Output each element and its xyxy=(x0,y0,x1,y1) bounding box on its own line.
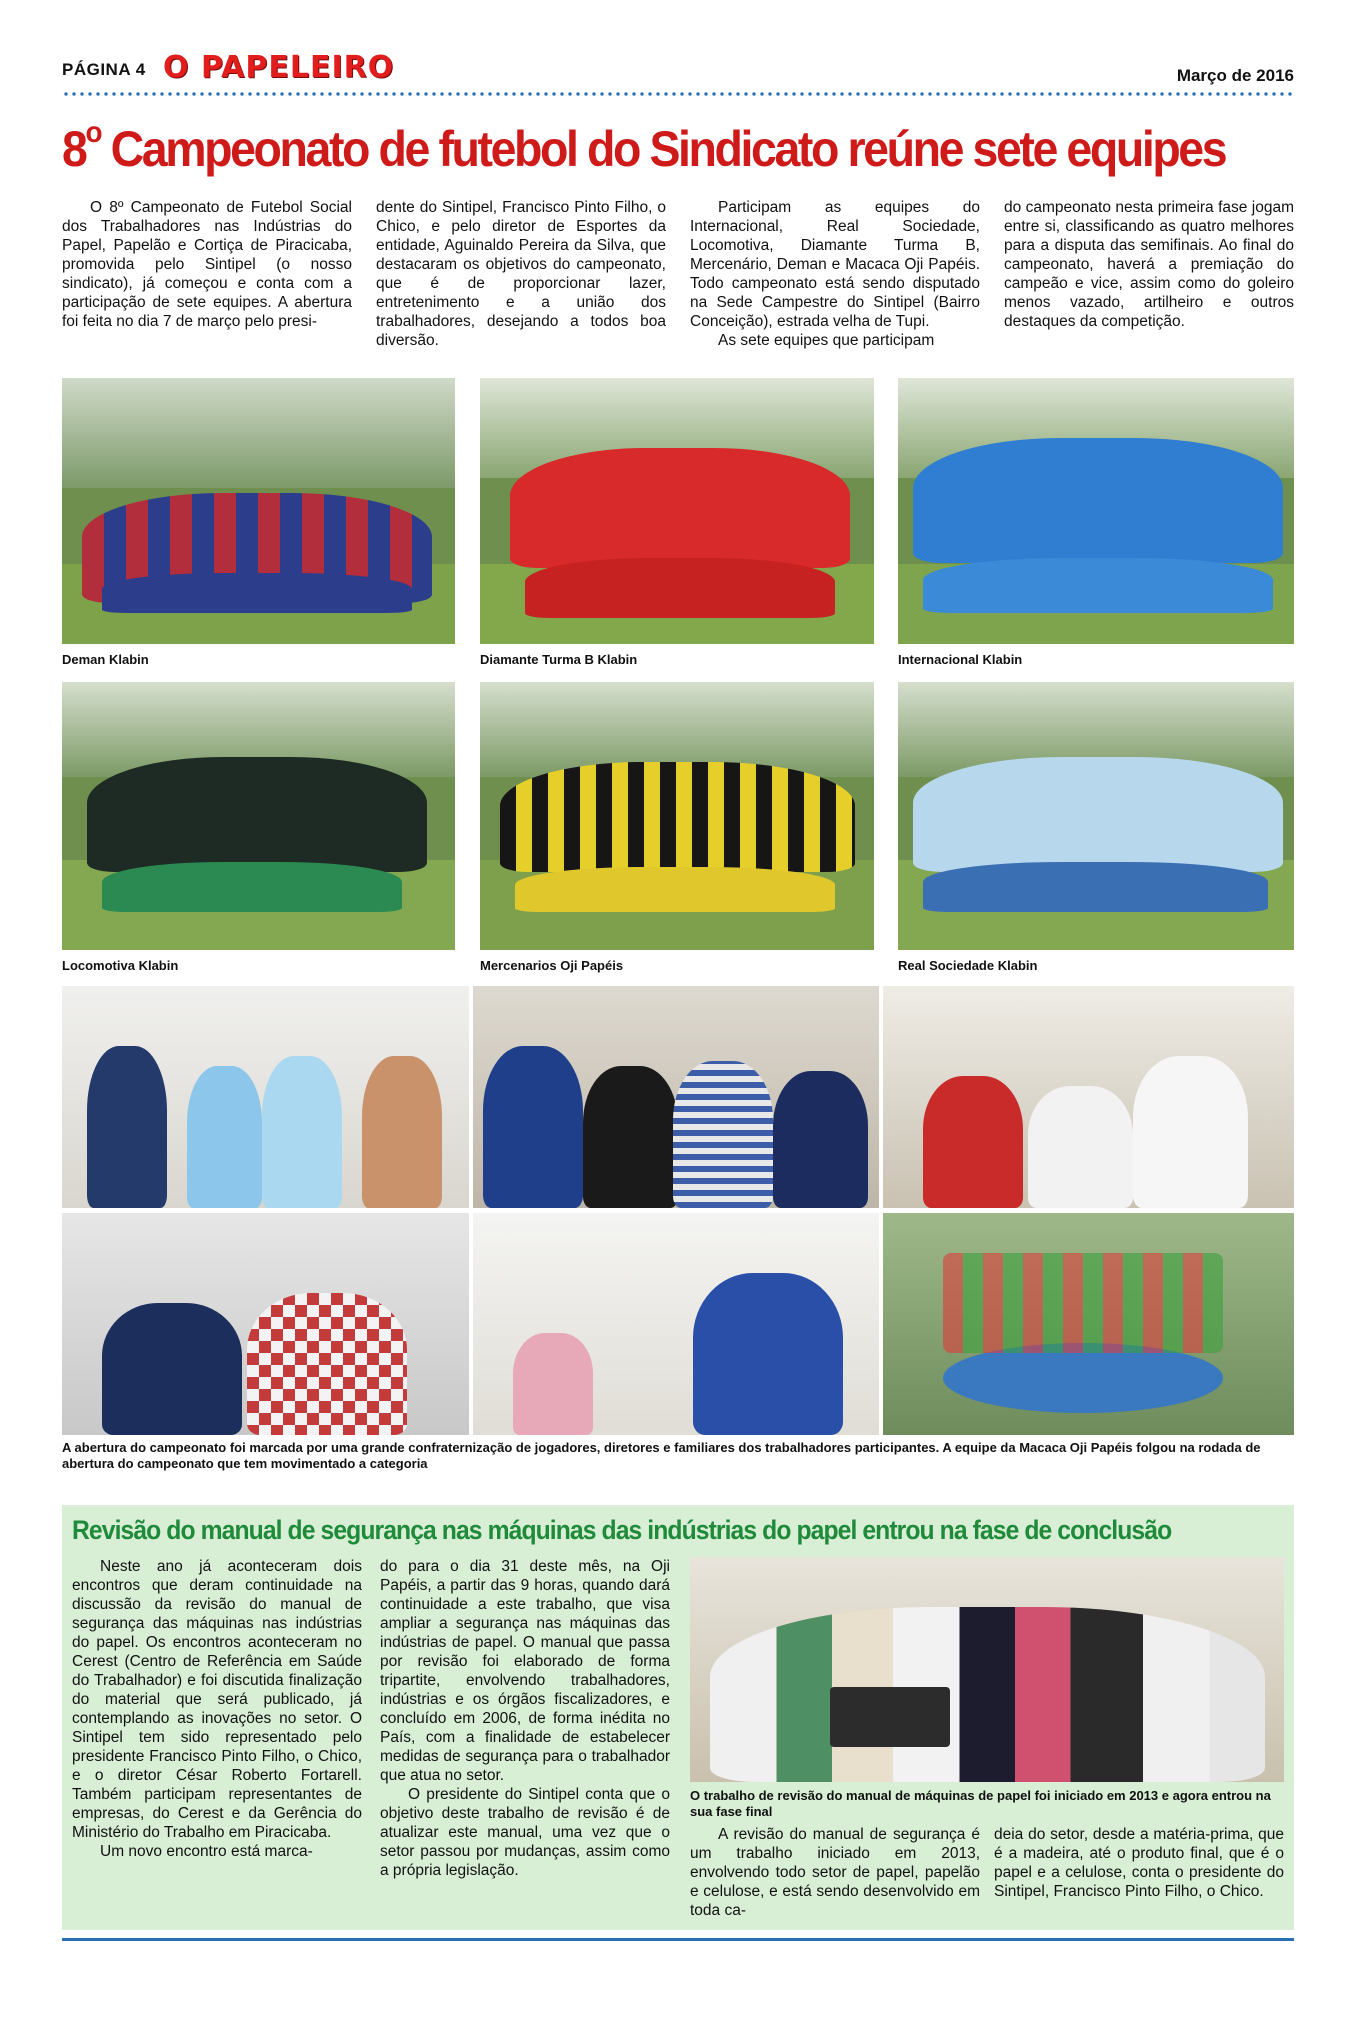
paragraph: Neste ano já aconteceram dois encontros que deram continuidade na discussão da revisão do manual de segurança das máquinas nas indústrias do papel. Os encontros aconteceram no Cerest (Centro de Referência em Saúde do Trabalhador) e foi discutida finalização do material que será publicado, já contemplando as inovações no setor. O Sintipel tem sido representado pelo presidente Francisco Pinto Filho, o Chico, e o diretor César Roberto Fortarell. Também participam representantes de empresas, do Cerest e da Gerência do Ministério do Trabalho em Piracicaba. xyxy=(72,1558,362,1841)
paragraph: deia do setor, desde a matéria-prima, que é a madeira, até o produto final, que é o papel e a celulose, conta o presidente do Sintipel, Francisco Pinto Filho, o Chico. xyxy=(994,1826,1284,1900)
article-2-col-4 xyxy=(994,1825,1284,1901)
footer-rule xyxy=(62,1938,1294,1941)
team-caption: Real Sociedade Klabin xyxy=(898,958,1038,973)
team-photo-internacional xyxy=(898,378,1294,644)
paragraph: O presidente do Sintipel conta que o objetivo deste trabalho de revisão é de atualizar este manual, uma vez que o setor passou por mudanças, assim como a própria legislação. xyxy=(380,1786,670,1879)
headline-number: 8 xyxy=(62,121,86,177)
article-1-col-1 xyxy=(62,198,352,331)
issue-date: Março de 2016 xyxy=(1176,66,1294,85)
page-label: PÁGINA 4 xyxy=(62,60,146,79)
meeting-group-photo xyxy=(690,1557,1284,1782)
team-caption: Mercenarios Oji Papéis xyxy=(480,958,624,973)
page-header xyxy=(62,50,1294,86)
paragraph: A revisão do manual de segurança é um trabalho iniciado em 2013, envolvendo todo setor de papel, papelão e celulose, e está sendo desenvolvido em toda ca- xyxy=(690,1826,980,1919)
paragraph: dente do Sintipel, Francisco Pinto Filho, o Chico, e pelo diretor de Esportes da entidade, Aguinaldo Pereira da Silva, que destacaram os objetivos do campeonato, que é de proporcionar lazer, entretenimento e a união dos trabalhadores, desejando a todos boa diversão. xyxy=(376,199,666,349)
event-caption: A abertura do campeonato foi marcada por uma grande confraternização de jogadores, diretores e familiares dos trabalhadores participantes. A equipe da Macaca Oji Papéis folgou na rodada de abertura do campeonato que tem movimentado a categoria xyxy=(62,1440,1261,1471)
header-dotted-rule xyxy=(62,92,1294,96)
team-caption: Internacional Klabin xyxy=(898,652,1023,667)
paragraph: do campeonato nesta primeira fase jogam entre si, classificando as quatro melhores para a disputa das semifinais. Ao final do campeonato, haverá a premiação do campeão e vice, assim como do goleiro menos vazado, artilheiro e outros destaques da competição. xyxy=(1004,199,1294,330)
article-2-col-2 xyxy=(380,1557,670,1880)
article-1-col-2 xyxy=(376,198,666,350)
paragraph: Participam as equipes do Internacional, Real Sociedade, Locomotiva, Diamante Turma B, Mercenário, Deman e Macaca Oji Papéis. Todo campeonato está sendo disputado na Sede Campestre do Sintipel (Bairro Conceição), estrada velha de Tupi. xyxy=(690,199,980,330)
article-2-col-1 xyxy=(72,1557,362,1861)
paragraph: do para o dia 31 deste mês, na Oji Papéis, a partir das 9 horas, quando dará continuidade a este trabalho, que visa ampliar a segurança nas máquinas das indústrias de papel. O manual que passa por revisão foi elaborado de forma tripartite, envolvendo trabalhadores, indústrias e os órgãos fiscalizadores, e concluído em 2006, de forma inédita no País, com a finalidade de estabelecer medidas de segurança para o trabalhador que atua no setor. xyxy=(380,1558,670,1784)
article-1-headline xyxy=(62,116,1226,182)
event-photo-2 xyxy=(473,986,879,1208)
team-caption: Deman Klabin xyxy=(62,652,149,667)
team-photo-locomotiva xyxy=(62,682,455,950)
meeting-photo-caption: O trabalho de revisão do manual de máquinas de papel foi iniciado em 2013 e agora entrou na sua fase final xyxy=(690,1788,1271,1819)
newspaper-logo: O PAPELEIRO xyxy=(163,50,395,85)
article-1-col-4 xyxy=(1004,198,1294,331)
team-photo-deman xyxy=(62,378,455,644)
event-photo-5 xyxy=(473,1213,879,1435)
event-photo-1 xyxy=(62,986,469,1208)
team-photo-mercenarios xyxy=(480,682,874,950)
paragraph: As sete equipes que participam xyxy=(718,332,935,349)
article-2-box xyxy=(62,1505,1294,1930)
paragraph: Um novo encontro está marca- xyxy=(100,1843,313,1860)
article-1-col-3 xyxy=(690,198,980,350)
event-photo-6 xyxy=(883,1213,1294,1435)
event-photo-3 xyxy=(883,986,1294,1208)
headline-ordinal: o xyxy=(85,116,101,150)
team-caption: Diamante Turma B Klabin xyxy=(480,652,638,667)
team-photo-real-sociedade xyxy=(898,682,1294,950)
team-photo-diamante xyxy=(480,378,874,644)
article-2-headline: Revisão do manual de segurança nas máquinas das indústrias do papel entrou na fase de conclusão xyxy=(72,1515,1172,1545)
paragraph: O 8º Campeonato de Futebol Social dos Trabalhadores nas Indústrias do Papel, Papelão e Cortiça de Piracicaba, promovida pelo Sintipel (o nosso sindicato), já começou e conta com a participação de sete equipes. A abertura foi feita no dia 7 de março pelo presi- xyxy=(62,199,352,330)
headline-text: Campeonato de futebol do Sindicato reúne sete equipes xyxy=(100,121,1226,177)
article-2-col-3 xyxy=(690,1825,980,1920)
team-caption: Locomotiva Klabin xyxy=(62,958,179,973)
event-photo-4 xyxy=(62,1213,469,1435)
